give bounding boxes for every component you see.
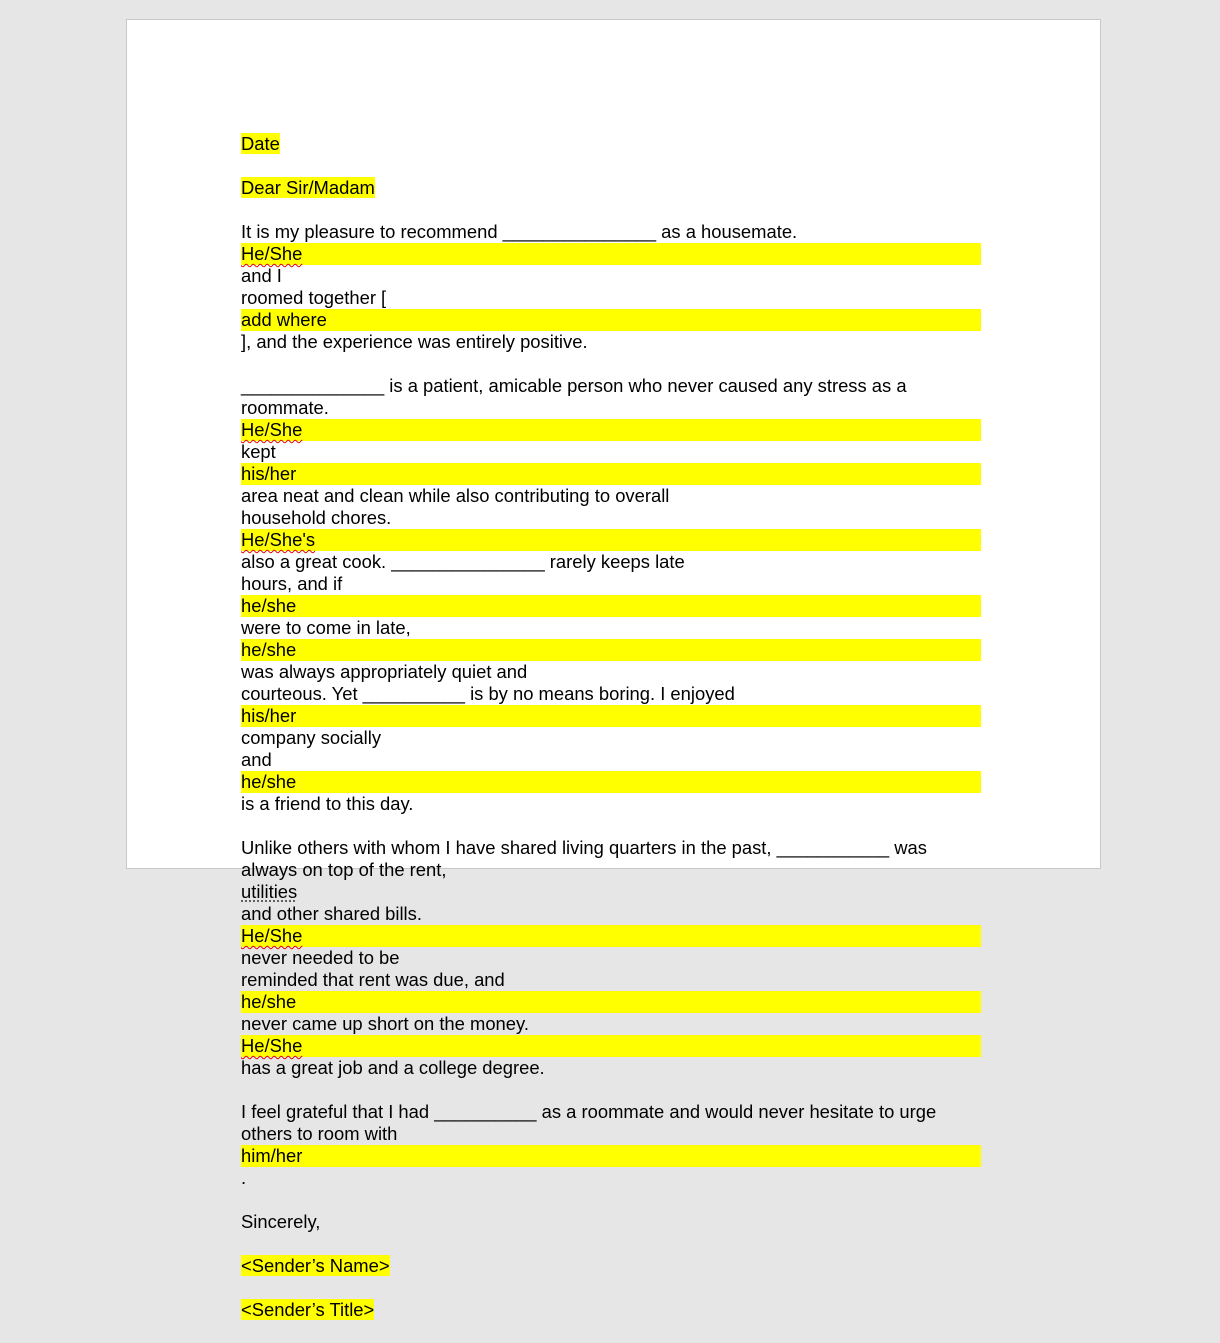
text-run: never came up short on the money.	[241, 1013, 529, 1034]
date-line	[241, 133, 981, 155]
paragraph-4-line-2	[241, 1123, 981, 1189]
text-run: and I	[241, 265, 282, 286]
paragraph-1-line-2	[241, 287, 981, 353]
paragraph-2-line-2	[241, 397, 981, 507]
paragraph-1	[241, 221, 981, 353]
paragraph-3-line-3	[241, 969, 981, 1057]
text-run: also a great cook. _______________ rarely keeps late	[241, 551, 685, 572]
paragraph-2-line-3	[241, 507, 981, 573]
text-run: household chores.	[241, 507, 392, 528]
text-run: roommate.	[241, 397, 329, 418]
pronoun-placeholder: he/she	[241, 771, 981, 793]
pronoun-placeholder: him/her	[241, 1145, 981, 1167]
sender-name-placeholder: <Sender’s Name>	[241, 1255, 390, 1276]
paragraph-2-line-5	[241, 683, 981, 749]
text-run: area neat and clean while also contributing to overall	[241, 485, 670, 506]
pronoun-placeholder: he/she	[241, 991, 981, 1013]
grammar-flagged-word: utilities	[241, 881, 298, 902]
text-run: courteous. Yet __________ is by no means boring. I enjoyed	[241, 683, 735, 704]
paragraph-1-line-1	[241, 221, 981, 287]
paragraph-3	[241, 837, 981, 1079]
paragraph-3-line-2	[241, 859, 981, 969]
salutation	[241, 177, 981, 199]
paragraph-3-line-4: has a great job and a college degree.	[241, 1057, 545, 1078]
pronoun-placeholder: He/She	[241, 419, 981, 441]
paragraph-2	[241, 375, 981, 815]
text-run: hours, and if	[241, 573, 343, 594]
paragraph-4-line-1: I feel grateful that I had __________ as a roommate and would never hesitate to urge	[241, 1101, 937, 1122]
pronoun-placeholder: his/her	[241, 705, 981, 727]
text-run: always on top of the rent,	[241, 859, 447, 880]
sender-title-line	[241, 1299, 981, 1321]
paragraph-3-line-1: Unlike others with whom I have shared living quarters in the past, ___________ was	[241, 837, 927, 858]
closing-text: Sincerely,	[241, 1211, 321, 1232]
paragraph-2-line-4	[241, 573, 981, 683]
letter-body[interactable]	[241, 133, 981, 1343]
paragraph-4	[241, 1101, 981, 1189]
pronoun-placeholder: he/she	[241, 595, 981, 617]
text-run: kept	[241, 441, 276, 462]
text-run: others to room with	[241, 1123, 398, 1144]
pronoun-placeholder: He/She	[241, 1035, 981, 1057]
text-run: never needed to be	[241, 947, 400, 968]
location-placeholder: add where	[241, 309, 981, 331]
closing	[241, 1211, 981, 1233]
sender-name-line	[241, 1255, 981, 1277]
date-placeholder: Date	[241, 133, 280, 154]
text-run: reminded that rent was due, and	[241, 969, 505, 990]
paragraph-2-line-1: ______________ is a patient, amicable person who never caused any stress as a	[241, 375, 907, 396]
text-run: .	[241, 1167, 247, 1188]
pronoun-placeholder: He/She	[241, 925, 981, 947]
text-run: was always appropriately quiet and	[241, 661, 528, 682]
text-run: ], and the experience was entirely positive.	[241, 331, 588, 352]
sender-title-placeholder: <Sender’s Title>	[241, 1299, 375, 1320]
pronoun-placeholder: He/She's	[241, 529, 981, 551]
text-run: It is my pleasure to recommend _______________ as a housemate.	[241, 221, 798, 242]
document-page[interactable]	[126, 19, 1101, 1320]
text-run: and other shared bills.	[241, 903, 422, 924]
text-run: is a friend to this day.	[241, 793, 414, 814]
text-run: roomed together [	[241, 287, 387, 308]
salutation-text: Dear Sir/Madam	[241, 177, 375, 198]
text-run: were to come in late,	[241, 617, 411, 638]
text-run: company socially	[241, 727, 382, 748]
paragraph-2-line-6	[241, 749, 981, 815]
pronoun-placeholder: He/She	[241, 243, 981, 265]
pronoun-placeholder: he/she	[241, 639, 981, 661]
pronoun-placeholder: his/her	[241, 463, 981, 485]
text-run: and	[241, 749, 272, 770]
